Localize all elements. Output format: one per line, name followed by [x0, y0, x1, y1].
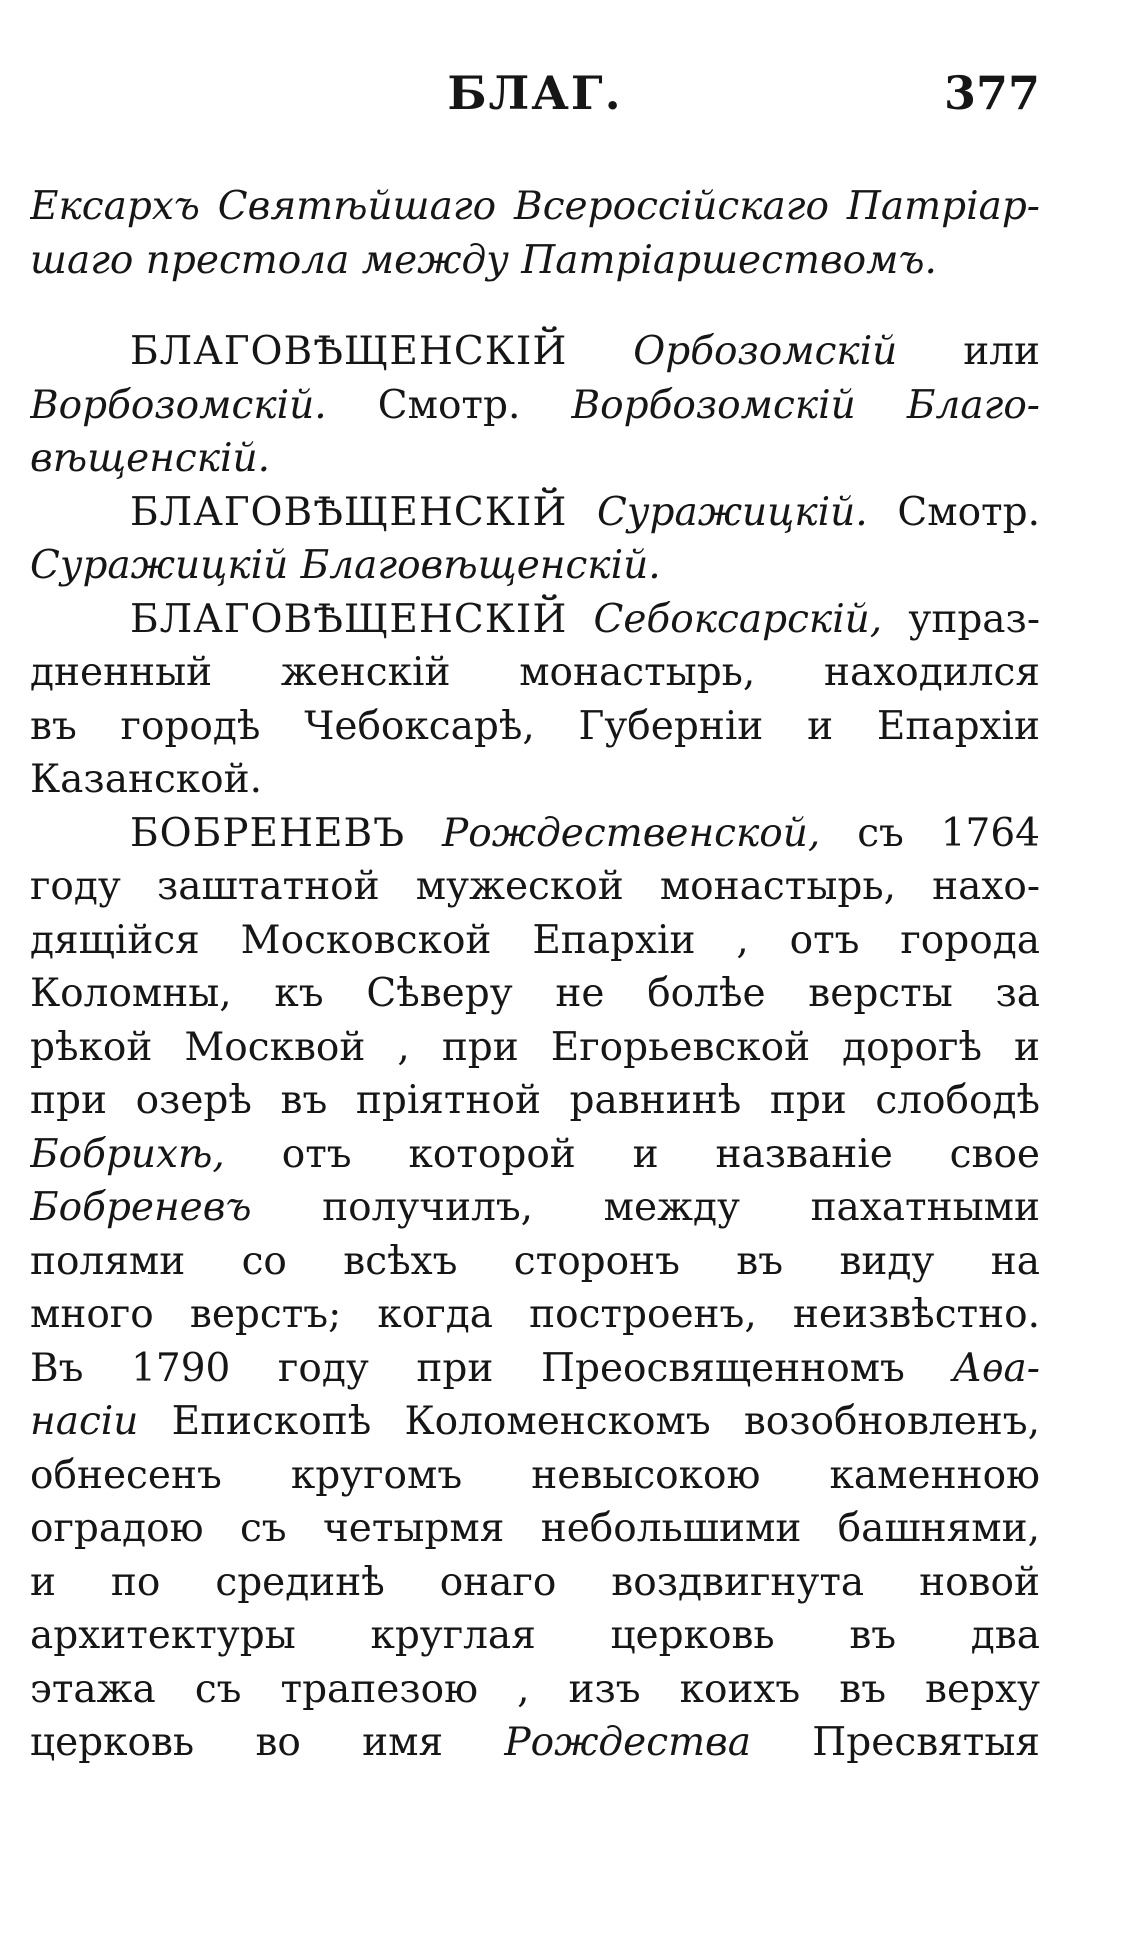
line-text: въ городѣ Чебоксарѣ, Губерніи и Епархіи	[30, 703, 1040, 749]
entry-headword: БЛАГОВѢЩЕНСКІЙ	[130, 329, 568, 374]
text-line	[30, 1502, 1040, 1556]
text-line	[30, 1663, 1040, 1717]
page-header	[30, 66, 1040, 126]
italic-text: Ексархъ Святѣйшаго Всероссійскаго Патріар-	[30, 184, 1040, 229]
text-line	[30, 1288, 1040, 1342]
text-line	[30, 180, 1040, 234]
text-line	[30, 1716, 1040, 1770]
text-line	[30, 432, 1040, 486]
line-text: съ 1764	[857, 810, 1040, 856]
line-text: получилъ, между пахатными	[322, 1185, 1040, 1230]
text-line	[30, 379, 1040, 433]
entry-qualifier: Рождественской,	[442, 810, 821, 856]
italic-text: Суражицкій Благовѣщенскій.	[30, 543, 661, 588]
italic-text: Ворбозомскій.	[30, 382, 327, 428]
line-text: или	[963, 329, 1040, 374]
line-text: Епископѣ Коломенскомъ возобновленъ,	[171, 1399, 1040, 1444]
line-text: дненный женскій монастырь, находился	[30, 650, 1040, 695]
line-text: архитектуры круглая церковь въ два	[30, 1613, 1040, 1658]
line-text: Пресвятыя	[812, 1720, 1040, 1765]
line-text: дящійся Московской Епархіи , отъ города	[30, 917, 1040, 963]
entry-heading-line	[30, 486, 1040, 540]
entry-headword: БЛАГОВѢЩЕНСКІЙ	[130, 489, 568, 535]
entry-heading-line	[30, 807, 1040, 861]
text-line	[30, 1074, 1040, 1128]
text-line	[30, 860, 1040, 914]
line-text: упраз-	[908, 596, 1040, 642]
text-line	[30, 753, 1040, 807]
text-line	[30, 914, 1040, 968]
line-text: обнесенъ кругомъ невысокою каменною	[30, 1452, 1040, 1498]
entry-headword: БОБРЕНЕВЪ	[130, 810, 406, 856]
line-text: году заштатной мужеской монастырь, нахо-	[30, 864, 1040, 909]
text-line	[30, 1128, 1040, 1182]
entry-heading-line	[30, 325, 1040, 379]
line-text: оградою съ четырмя небольшими башнями,	[30, 1506, 1040, 1551]
entry-heading-line	[30, 593, 1040, 647]
italic-text: Аѳа-	[952, 1345, 1040, 1391]
line-text: и по срединѣ онаго воздвигнута новой	[30, 1559, 1040, 1605]
italic-text: Ворбозомскій Благо-	[571, 382, 1040, 428]
line-text: Въ 1790 году при Преосвященномъ	[30, 1345, 905, 1391]
italic-text: Бобрихѣ,	[30, 1131, 225, 1177]
line-text: рѣкой Москвой , при Егорьевской дорогѣ и	[30, 1024, 1040, 1070]
line-text: при озерѣ въ пріятной равнинѣ при слободѣ	[30, 1078, 1040, 1123]
page-number: 377	[943, 66, 1040, 120]
text-line	[30, 539, 1040, 593]
entry-qualifier: Себоксарскій,	[593, 596, 883, 642]
text-line	[30, 234, 1040, 288]
text-line	[30, 1556, 1040, 1610]
entry-qualifier: Суражицкій.	[597, 489, 868, 535]
entry-headword: БЛАГОВѢЩЕНСКІЙ	[130, 596, 568, 642]
paragraph-gap	[30, 287, 1040, 325]
italic-text: вѣщенскій.	[30, 436, 271, 481]
line-text: Смотр.	[897, 489, 1040, 535]
italic-text: Бобреневъ	[30, 1185, 252, 1230]
text-line	[30, 1235, 1040, 1289]
text-line	[30, 967, 1040, 1021]
text-line	[30, 1021, 1040, 1075]
text-line	[30, 646, 1040, 700]
line-text: этажа съ трапезою , изъ коихъ въ верху	[30, 1666, 1040, 1712]
line-text: Смотр.	[377, 382, 521, 428]
text-line	[30, 1609, 1040, 1663]
italic-text: Рождества	[504, 1720, 752, 1765]
italic-text: насіи	[30, 1399, 139, 1444]
line-text: много верстъ; когда построенъ, неизвѣстно.	[30, 1292, 1040, 1337]
text-line	[30, 1395, 1040, 1449]
text-line	[30, 1342, 1040, 1396]
italic-text: шаго престола между Патріаршествомъ.	[30, 237, 937, 283]
line-text: полями со всѣхъ сторонъ въ виду на	[30, 1238, 1040, 1284]
line-text: Казанской.	[30, 757, 263, 802]
text-line	[30, 1181, 1040, 1235]
entry-qualifier: Орбозомскій	[633, 329, 898, 374]
line-text: Коломны, къ Сѣверу не болѣе версты за	[30, 971, 1040, 1016]
line-text: отъ которой и названіе свое	[281, 1131, 1040, 1177]
running-head: БЛАГ.	[447, 66, 623, 120]
line-text: церковь во имя	[30, 1720, 444, 1765]
body-text	[30, 180, 1040, 1770]
text-line	[30, 700, 1040, 754]
text-line	[30, 1449, 1040, 1503]
